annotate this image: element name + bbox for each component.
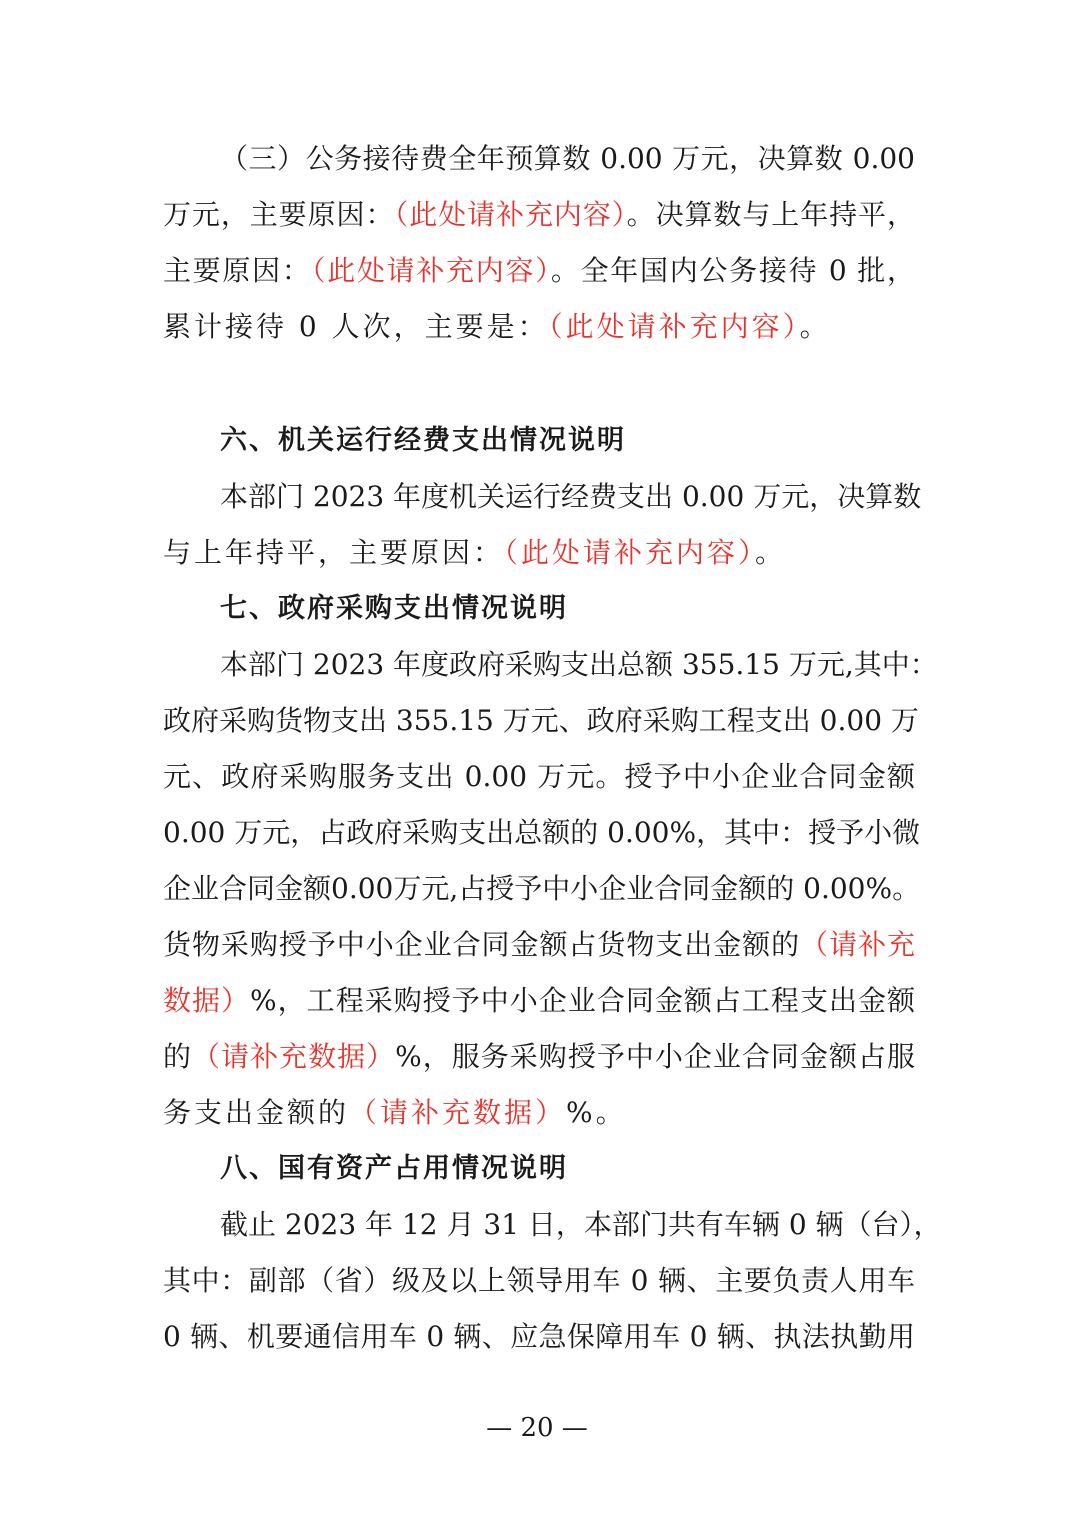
paragraph-line xyxy=(220,131,915,187)
placeholder-note: 数据） xyxy=(163,984,251,1017)
paragraph-line xyxy=(220,637,938,693)
text-run: 的 xyxy=(163,1040,193,1073)
text-run: %，工程采购授予中小企业合同金额占工程支出金额 xyxy=(250,984,915,1017)
paragraph-line xyxy=(163,917,915,973)
placeholder-note: （此处请补充内容） xyxy=(311,254,551,287)
paragraph-line xyxy=(220,469,922,525)
text-run: 万元，主要原因： xyxy=(163,198,395,231)
paragraph-line xyxy=(163,749,915,805)
text-run: 政府采购货物支出 355.15 万元、政府采购工程支出 0.00 万 xyxy=(163,704,919,737)
section-heading: 六、机关运行经费支出情况说明 xyxy=(220,425,626,456)
paragraph-line xyxy=(163,1029,915,1085)
paragraph-line xyxy=(220,1197,942,1253)
text-run: %。 xyxy=(566,1096,627,1129)
text-run: 主要原因： xyxy=(163,254,312,287)
paragraph-line xyxy=(163,299,915,355)
text-run: 截止 2023 年 12 月 31 日，本部门共有车辆 0 辆（台）， xyxy=(220,1208,942,1241)
placeholder-note: （请补充 xyxy=(800,928,915,961)
paragraph-line xyxy=(163,525,915,581)
paragraph-line xyxy=(163,243,915,299)
text-run: 货物采购授予中小企业合同金额占货物支出金额的 xyxy=(163,928,801,961)
text-run: 。全年国内公务接待 0 批， xyxy=(550,254,915,287)
paragraph-line xyxy=(163,805,921,861)
paragraph-line xyxy=(163,693,919,749)
paragraph-line xyxy=(163,1309,915,1365)
text-run: 务支出金额的 xyxy=(163,1096,350,1129)
paragraph-line xyxy=(163,187,915,243)
placeholder-note: （此处请补充内容） xyxy=(504,536,756,569)
placeholder-note: （请补充数据） xyxy=(349,1096,567,1129)
text-run: 。决算数与上年持平， xyxy=(626,198,915,231)
page-number: — 20 — xyxy=(486,1413,588,1443)
placeholder-note: （请补充数据） xyxy=(192,1040,396,1073)
text-run: 企业合同金额0.00万元,占授予中小企业合同金额的 0.00%。 xyxy=(163,872,921,905)
text-run: 本部门 2023 年度政府采购支出总额 355.15 万元,其中： xyxy=(220,648,938,681)
text-run: 其中：副部（省）级及以上领导用车 0 辆、主要负责人用车 xyxy=(163,1264,915,1297)
text-run: （三）公务接待费全年预算数 0.00 万元，决算数 0.00 xyxy=(220,142,915,175)
paragraph-line xyxy=(163,1253,915,1309)
section-heading: 八、国有资产占用情况说明 xyxy=(220,1153,568,1184)
section-heading: 七、政府采购支出情况说明 xyxy=(220,593,568,624)
paragraph-line xyxy=(163,1085,915,1141)
text-run: 0.00 万元，占政府采购支出总额的 0.00%，其中：授予小微 xyxy=(163,816,921,849)
text-run: 累计接待 0 人次，主要是： xyxy=(163,310,549,343)
text-run: 。 xyxy=(755,536,787,569)
text-run: 元、政府采购服务支出 0.00 万元。授予中小企业合同金额 xyxy=(163,760,915,793)
placeholder-note: （此处请补充内容） xyxy=(548,310,800,343)
text-run: 本部门 2023 年度机关运行经费支出 0.00 万元，决算数 xyxy=(220,480,922,513)
text-run: 0 辆、机要通信用车 0 辆、应急保障用车 0 辆、执法执勤用 xyxy=(163,1320,915,1353)
text-run: 与上年持平，主要原因： xyxy=(163,536,505,569)
placeholder-note: （此处请补充内容） xyxy=(394,198,627,231)
text-run: 。 xyxy=(799,310,831,343)
paragraph-line xyxy=(163,973,915,1029)
text-run: %，服务采购授予中小企业合同金额占服 xyxy=(395,1040,915,1073)
paragraph-line xyxy=(163,861,921,917)
